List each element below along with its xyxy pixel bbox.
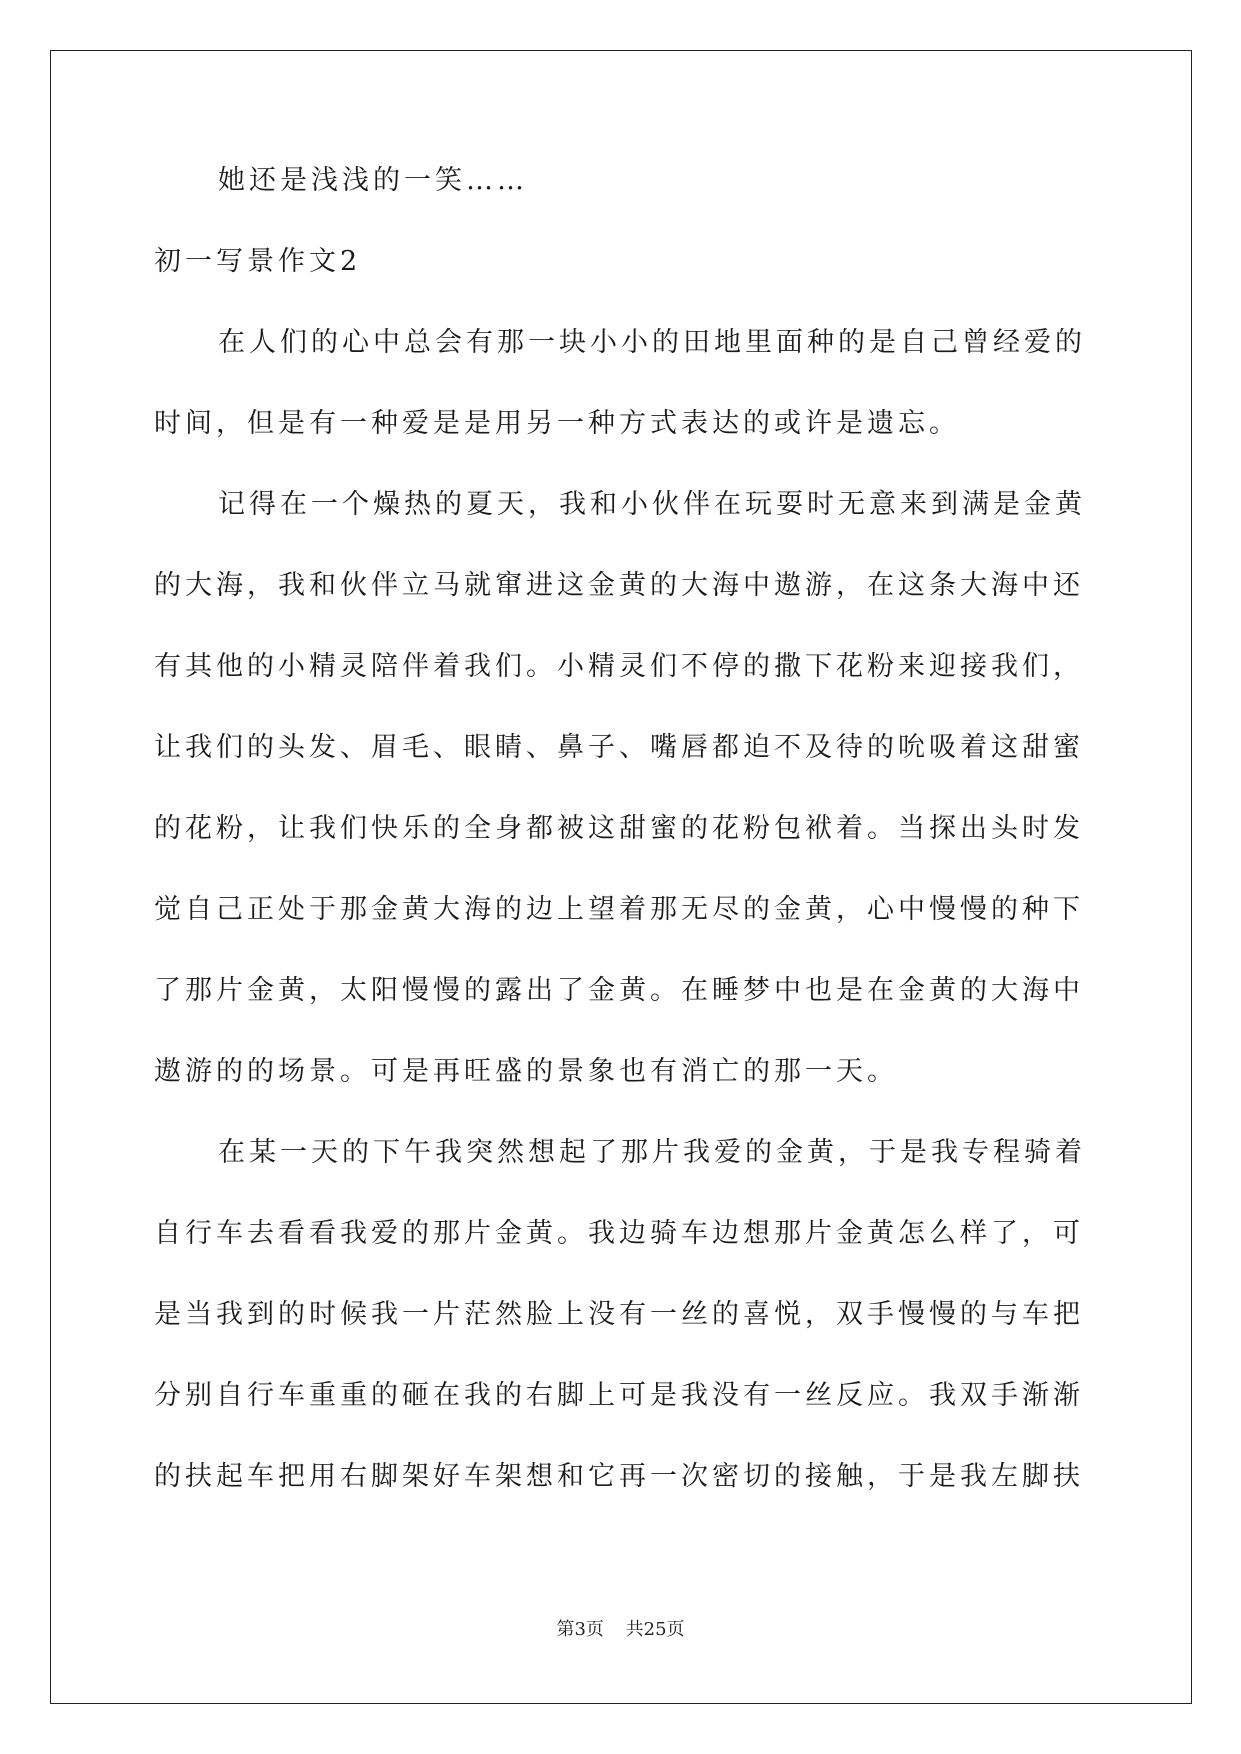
paragraph-2 — [154, 490, 1094, 1138]
paragraph-line: 遨游的的场景。可是再旺盛的景象也有消亡的那一天。 — [154, 1056, 898, 1087]
paragraph-line: 的扶起车把用右脚架好车架想和它再一次密切的接触，于是我左脚扶 — [154, 1461, 1084, 1492]
paragraph-line: 有其他的小精灵陪伴着我们。小精灵们不停的撒下花粉来迎接我们， — [154, 651, 1084, 682]
page-total: 共25页 — [625, 1619, 685, 1640]
paragraph-line: 自行车去看看我爱的那片金黄。我边骑车边想那片金黄怎么样了，可 — [154, 1218, 1084, 1249]
paragraph-line: 的大海，我和伙伴立马就窜进这金黄的大海中遨游，在这条大海中还 — [154, 570, 1084, 601]
paragraph-line: 是当我到的时候我一片茫然脸上没有一丝的喜悦，双手慢慢的与车把 — [154, 1299, 1084, 1330]
paragraph-line: 在人们的心中总会有那一块小小的田地里面种的是自己曾经爱的 — [218, 327, 1086, 358]
document-body — [154, 166, 1094, 1543]
paragraph-line: 记得在一个燥热的夏天，我和小伙伴在玩耍时无意来到满是金黄 — [218, 489, 1086, 520]
paragraph-1 — [154, 328, 1094, 490]
paragraph-line: 分别自行车重重的砸在我的右脚上可是我没有一丝反应。我双手渐渐 — [154, 1380, 1084, 1411]
paragraph-line: 觉自己正处于那金黄大海的边上望着那无尽的金黄，心中慢慢的种下 — [154, 894, 1084, 925]
paragraph-line: 在某一天的下午我突然想起了那片我爱的金黄，于是我专程骑着 — [218, 1137, 1086, 1168]
paragraph-line: 让我们的头发、眉毛、眼睛、鼻子、嘴唇都迫不及待的吮吸着这甜蜜 — [154, 732, 1084, 763]
opening-line: 她还是浅浅的一笑…… — [218, 165, 528, 196]
paragraph-line: 时间，但是有一种爱是是用另一种方式表达的或许是遗忘。 — [154, 408, 960, 439]
paragraph-3 — [154, 1138, 1094, 1543]
page-number: 第3页 — [556, 1619, 604, 1640]
paragraph-line: 的花粉，让我们快乐的全身都被这甜蜜的花粉包袱着。当探出头时发 — [154, 813, 1084, 844]
paragraph-line: 了那片金黄，太阳慢慢的露出了金黄。在睡梦中也是在金黄的大海中 — [154, 975, 1084, 1006]
page-footer — [0, 1619, 1241, 1641]
section-heading: 初一写景作文2 — [154, 246, 362, 277]
